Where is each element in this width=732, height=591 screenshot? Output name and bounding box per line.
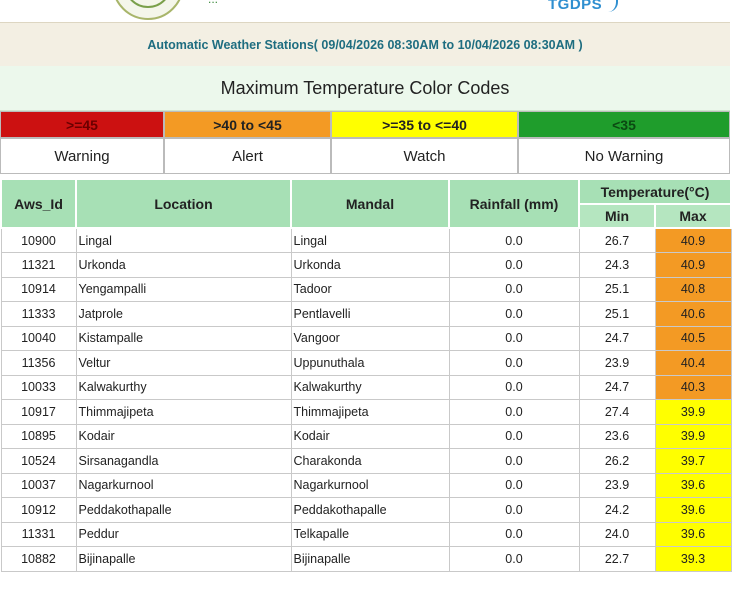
cell-rainfall: 0.0 <box>449 473 579 498</box>
cell-mandal: Charakonda <box>291 449 449 474</box>
cell-mandal: Kodair <box>291 424 449 449</box>
cell-max-temp: 39.9 <box>655 424 731 449</box>
cell-min-temp: 24.2 <box>579 498 655 523</box>
cell-rainfall: 0.0 <box>449 498 579 523</box>
cell-aws-id: 10914 <box>1 277 76 302</box>
cell-location: Urkonda <box>76 253 291 278</box>
color-codes-title: Maximum Temperature Color Codes <box>0 66 730 111</box>
table-row <box>1 449 731 474</box>
cell-max-temp: 39.6 <box>655 522 731 547</box>
cell-aws-id: 10882 <box>1 547 76 572</box>
cell-rainfall: 0.0 <box>449 449 579 474</box>
top-header <box>0 0 730 22</box>
table-row <box>1 228 731 253</box>
cell-max-temp: 39.7 <box>655 449 731 474</box>
cell-location: Peddur <box>76 522 291 547</box>
cell-min-temp: 26.2 <box>579 449 655 474</box>
table-row <box>1 302 731 327</box>
cell-location: Lingal <box>76 228 291 253</box>
state-emblem-logo <box>112 0 184 20</box>
cell-rainfall: 0.0 <box>449 277 579 302</box>
cell-aws-id: 10895 <box>1 424 76 449</box>
cell-min-temp: 23.9 <box>579 473 655 498</box>
cell-mandal: Bijinapalle <box>291 547 449 572</box>
label-alert: Alert <box>164 138 331 174</box>
cell-aws-id: 11333 <box>1 302 76 327</box>
cell-rainfall: 0.0 <box>449 547 579 572</box>
cell-max-temp: 40.3 <box>655 375 731 400</box>
cell-aws-id: 10900 <box>1 228 76 253</box>
range-watch: >=35 to <=40 <box>331 111 518 138</box>
cell-min-temp: 26.7 <box>579 228 655 253</box>
cell-mandal: Nagarkurnool <box>291 473 449 498</box>
table-row <box>1 498 731 523</box>
color-codes-labels <box>0 138 730 174</box>
cell-max-temp: 40.4 <box>655 351 731 376</box>
station-title: Automatic Weather Stations( 09/04/2026 08:30AM to 10/04/2026 08:30AM ) <box>147 38 583 52</box>
table-row <box>1 351 731 376</box>
cell-location: Bijinapalle <box>76 547 291 572</box>
cell-location: Kodair <box>76 424 291 449</box>
cell-max-temp: 39.6 <box>655 498 731 523</box>
cell-max-temp: 40.5 <box>655 326 731 351</box>
cell-min-temp: 24.0 <box>579 522 655 547</box>
cell-mandal: Tadoor <box>291 277 449 302</box>
range-alert: >40 to <45 <box>164 111 331 138</box>
table-row <box>1 253 731 278</box>
cell-aws-id: 10037 <box>1 473 76 498</box>
cell-location: Peddakothapalle <box>76 498 291 523</box>
cell-aws-id: 11321 <box>1 253 76 278</box>
cell-max-temp: 40.9 <box>655 228 731 253</box>
cell-min-temp: 24.3 <box>579 253 655 278</box>
cell-location: Veltur <box>76 351 291 376</box>
cell-min-temp: 27.4 <box>579 400 655 425</box>
cell-rainfall: 0.0 <box>449 375 579 400</box>
cell-mandal: Urkonda <box>291 253 449 278</box>
cell-max-temp: 39.3 <box>655 547 731 572</box>
table-row <box>1 326 731 351</box>
color-codes-ranges <box>0 111 730 138</box>
label-warning: Warning <box>0 138 164 174</box>
cell-max-temp: 40.9 <box>655 253 731 278</box>
cell-rainfall: 0.0 <box>449 228 579 253</box>
col-header-location[interactable]: Location <box>76 179 291 228</box>
table-row <box>1 277 731 302</box>
cell-max-temp: 39.9 <box>655 400 731 425</box>
cell-aws-id: 10917 <box>1 400 76 425</box>
cell-aws-id: 11356 <box>1 351 76 376</box>
cell-aws-id: 10040 <box>1 326 76 351</box>
cell-rainfall: 0.0 <box>449 351 579 376</box>
cell-min-temp: 25.1 <box>579 302 655 327</box>
cell-rainfall: 0.0 <box>449 424 579 449</box>
cell-mandal: Kalwakurthy <box>291 375 449 400</box>
station-title-bar <box>0 22 730 68</box>
cell-location: Thimmajipeta <box>76 400 291 425</box>
cell-aws-id: 10524 <box>1 449 76 474</box>
org-name-text <box>208 0 218 6</box>
cell-mandal: Vangoor <box>291 326 449 351</box>
cell-min-temp: 24.7 <box>579 375 655 400</box>
table-row <box>1 424 731 449</box>
table-row <box>1 473 731 498</box>
cell-aws-id: 10033 <box>1 375 76 400</box>
label-no-warning: No Warning <box>518 138 730 174</box>
cell-mandal: Thimmajipeta <box>291 400 449 425</box>
cell-location: Sirsanagandla <box>76 449 291 474</box>
cell-aws-id: 11331 <box>1 522 76 547</box>
tgdps-logo-text: TGDPS <box>548 0 603 13</box>
table-row <box>1 375 731 400</box>
aws-data-table <box>0 178 732 572</box>
col-header-mandal[interactable]: Mandal <box>291 179 449 228</box>
cell-rainfall: 0.0 <box>449 522 579 547</box>
cell-min-temp: 22.7 <box>579 547 655 572</box>
tgdps-swoosh-icon <box>602 0 618 12</box>
cell-min-temp: 24.7 <box>579 326 655 351</box>
cell-mandal: Peddakothapalle <box>291 498 449 523</box>
cell-max-temp: 40.6 <box>655 302 731 327</box>
cell-max-temp: 40.8 <box>655 277 731 302</box>
cell-location: Yengampalli <box>76 277 291 302</box>
cell-mandal: Uppunuthala <box>291 351 449 376</box>
cell-mandal: Pentlavelli <box>291 302 449 327</box>
table-row <box>1 522 731 547</box>
col-header-max[interactable]: Max <box>655 204 731 228</box>
table-row <box>1 547 731 572</box>
range-warning: >=45 <box>0 111 164 138</box>
cell-min-temp: 23.6 <box>579 424 655 449</box>
cell-mandal: Telkapalle <box>291 522 449 547</box>
cell-location: Nagarkurnool <box>76 473 291 498</box>
cell-rainfall: 0.0 <box>449 253 579 278</box>
cell-location: Kalwakurthy <box>76 375 291 400</box>
cell-mandal: Lingal <box>291 228 449 253</box>
label-watch: Watch <box>331 138 518 174</box>
col-header-min[interactable]: Min <box>579 204 655 228</box>
cell-rainfall: 0.0 <box>449 326 579 351</box>
cell-min-temp: 23.9 <box>579 351 655 376</box>
range-no-warning: <35 <box>518 111 730 138</box>
cell-aws-id: 10912 <box>1 498 76 523</box>
table-row <box>1 400 731 425</box>
cell-rainfall: 0.0 <box>449 302 579 327</box>
cell-rainfall: 0.0 <box>449 400 579 425</box>
col-header-rainfall[interactable]: Rainfall (mm) <box>449 179 579 228</box>
cell-min-temp: 25.1 <box>579 277 655 302</box>
cell-max-temp: 39.6 <box>655 473 731 498</box>
col-header-temperature: Temperature(°C) <box>579 179 731 204</box>
cell-location: Kistampalle <box>76 326 291 351</box>
cell-location: Jatprole <box>76 302 291 327</box>
col-header-aws-id[interactable]: Aws_Id <box>1 179 76 228</box>
